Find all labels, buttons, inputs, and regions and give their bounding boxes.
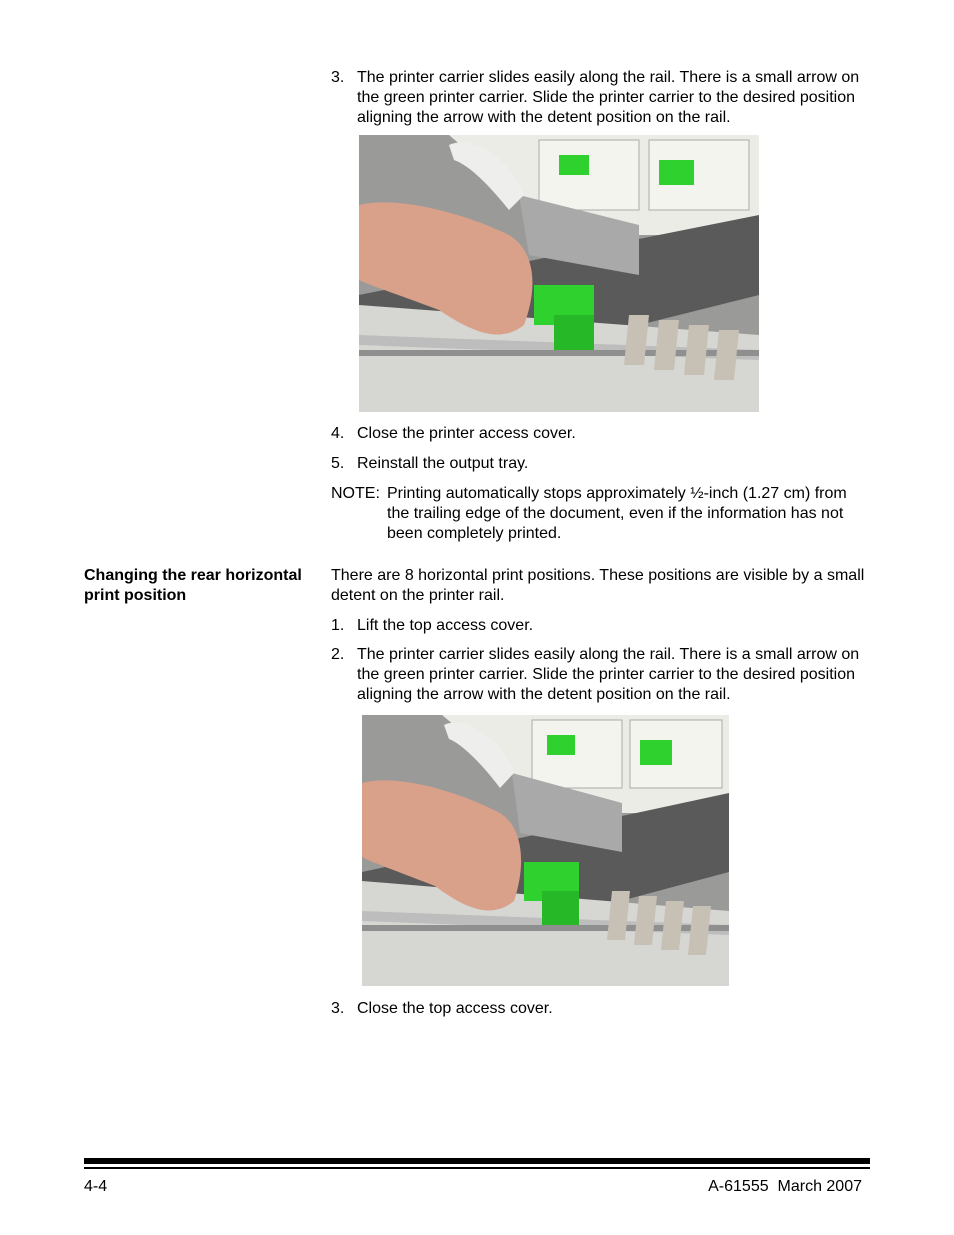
step-number: 3. bbox=[331, 1000, 345, 1017]
step-4-top bbox=[331, 424, 871, 444]
footer-rule-thin bbox=[84, 1167, 870, 1169]
note-text: Printing automatically stops approximately ½-inch (1.27 cm) from the trailing edge of the document, even if the information has not been completely printed. bbox=[387, 485, 847, 542]
step-3-section bbox=[331, 999, 871, 1019]
footer-rule-thick bbox=[84, 1158, 870, 1164]
step-1-section bbox=[331, 616, 871, 636]
step-text: The printer carrier slides easily along the rail. There is a small arrow on the green printer carrier. Slide the printer carrier to the desired position aligning the arrow with the detent position on the rail. bbox=[357, 69, 860, 126]
step-text: Close the printer access cover. bbox=[357, 425, 576, 442]
step-text: The printer carrier slides easily along the rail. There is a small arrow on the green printer carrier. Slide the printer carrier to the desired position aligning the arrow with the detent position on the rail. bbox=[357, 646, 860, 703]
page-number: 4-4 bbox=[84, 1178, 108, 1195]
document-id: A-61555 March 2007 bbox=[708, 1178, 862, 1195]
note-label: NOTE: bbox=[331, 485, 380, 502]
step-number: 1. bbox=[331, 617, 345, 634]
section-heading: Changing the rear horizontal print position bbox=[84, 567, 302, 604]
step-number: 4. bbox=[331, 425, 345, 442]
step-3-top bbox=[331, 68, 871, 128]
section-intro: There are 8 horizontal print positions. These positions are visible by a small detent on the printer rail. bbox=[331, 567, 865, 604]
step-5-top bbox=[331, 454, 871, 474]
step-text: Lift the top access cover. bbox=[357, 617, 534, 634]
printer-carrier-photo-2 bbox=[362, 715, 729, 986]
step-number: 3. bbox=[331, 69, 345, 86]
step-text: Close the top access cover. bbox=[357, 1000, 553, 1017]
step-number: 2. bbox=[331, 646, 345, 663]
step-number: 5. bbox=[331, 455, 345, 472]
printer-carrier-photo-1 bbox=[359, 135, 759, 412]
step-text: Reinstall the output tray. bbox=[357, 455, 529, 472]
note bbox=[331, 484, 871, 544]
step-2-section bbox=[331, 645, 871, 705]
